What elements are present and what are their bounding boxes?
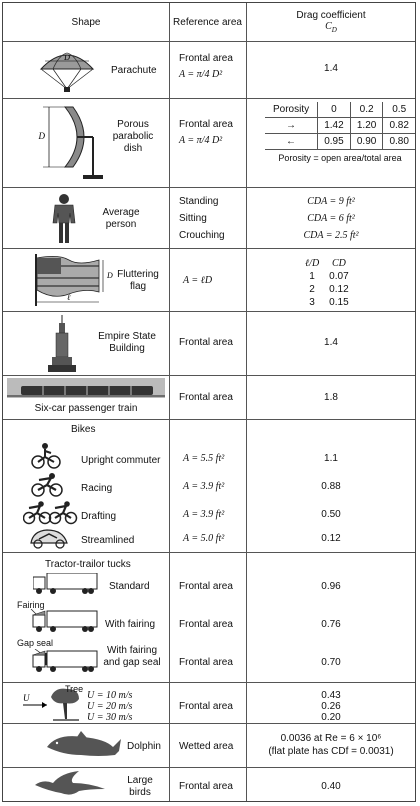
header-reference-area xyxy=(169,3,246,41)
racing-bike-icon xyxy=(31,473,63,497)
flag-cd: 0.15 xyxy=(329,297,349,308)
flag-ratio: 3 xyxy=(309,297,315,308)
tree-speed: U = 30 m/s xyxy=(87,712,133,723)
tree-ref: Frontal area xyxy=(179,701,233,712)
person-position: Crouching xyxy=(179,230,225,241)
dolphin-cd-1: 0.0036 at Re = 6 × 10⁶ xyxy=(280,733,382,744)
truck-cd: 0.76 xyxy=(321,619,341,630)
train-ref: Frontal area xyxy=(179,392,233,403)
header-shape-label: Shape xyxy=(71,16,101,28)
parachute-ref2: A = π/4 D² xyxy=(179,69,223,80)
faired-truck-icon xyxy=(27,609,99,633)
building-icon xyxy=(47,315,77,373)
drafting-bikes-icon xyxy=(23,501,79,525)
truck-ref: Frontal area xyxy=(179,619,233,630)
bird-icon xyxy=(33,769,109,799)
person-icon xyxy=(51,193,77,245)
train-icon xyxy=(7,378,165,400)
parachute-cd: 1.4 xyxy=(324,63,338,74)
bike-ref: A = 3.9 ft² xyxy=(183,509,225,520)
backward-cd: 0.80 xyxy=(383,134,415,150)
porosity-note: Porosity = open area/total area xyxy=(278,153,402,163)
flag-ratio: 2 xyxy=(309,284,315,295)
person-cda: CDA = 2.5 ft² xyxy=(303,230,359,241)
upright-bike-icon xyxy=(31,443,61,469)
bike-cd: 0.12 xyxy=(321,533,341,544)
person-cda: CDA = 9 ft² xyxy=(307,196,355,207)
parachute-dim-label: D xyxy=(64,53,70,62)
tree-cd: 0.20 xyxy=(321,712,341,723)
dish-label: Porous parabolic dish xyxy=(112,119,154,154)
gap-seal-truck-icon xyxy=(27,649,99,673)
person-position: Standing xyxy=(179,196,219,207)
birds-ref: Frontal area xyxy=(179,781,233,792)
dish-ref1: Frontal area xyxy=(179,119,233,130)
bike-label: Streamlined xyxy=(81,535,135,546)
flag-dim-l: ℓ xyxy=(67,293,71,302)
flag-cd: 0.12 xyxy=(329,284,349,295)
truck-label: With fairing xyxy=(105,619,156,630)
person-position: Sitting xyxy=(179,213,207,224)
truck-ref: Frontal area xyxy=(179,581,233,592)
porosity-label: Porosity xyxy=(272,104,310,115)
bike-label: Racing xyxy=(81,483,113,494)
gap-seal-label: Gap seal xyxy=(17,638,54,648)
empire-label: Empire State Building xyxy=(98,331,156,354)
row-divider xyxy=(3,375,415,376)
tree-speed: U = 10 m/s xyxy=(87,690,133,701)
dolphin-ref: Wetted area xyxy=(179,741,234,752)
tree-label: Tree xyxy=(65,684,84,694)
row-divider xyxy=(3,187,415,188)
dolphin-label: Dolphin xyxy=(127,741,161,752)
bike-ref: A = 3.9 ft² xyxy=(183,481,225,492)
bike-ref: A = 5.0 ft² xyxy=(183,533,225,544)
dish-ref2: A = π/4 D² xyxy=(179,135,223,146)
train-label: Six-car passenger train xyxy=(34,403,138,414)
header-drag-label: Drag coefficient xyxy=(296,10,366,21)
birds-cd: 0.40 xyxy=(321,781,341,792)
backward-cd: 0.90 xyxy=(350,134,383,150)
truck-label: Standard xyxy=(109,581,150,592)
flag-col2: CD xyxy=(331,258,346,269)
row-divider xyxy=(3,248,415,249)
flag-cd-table xyxy=(299,256,355,310)
train-cd: 1.8 xyxy=(324,392,338,403)
truck-ref: Frontal area xyxy=(179,657,233,668)
flag-label: Fluttering flag xyxy=(117,269,159,292)
flag-col1: ℓ/D xyxy=(305,258,320,269)
flag-ref: A = ℓD xyxy=(183,275,213,286)
truck-cd: 0.96 xyxy=(321,581,341,592)
flag-icon xyxy=(29,252,113,308)
porosity-table xyxy=(265,102,415,178)
forward-cd: 1.42 xyxy=(318,118,351,134)
flag-dim-d: D xyxy=(107,271,113,280)
forward-cd: 0.82 xyxy=(383,118,415,134)
bike-ref: A = 5.5 ft² xyxy=(183,453,225,464)
porosity-value: 0 xyxy=(318,102,351,118)
dolphin-cd-2: (flat plate has CDf = 0.0031) xyxy=(268,746,394,757)
empire-cd: 1.4 xyxy=(324,337,338,348)
bike-label: Drafting xyxy=(81,511,117,522)
header-reference-label: Reference area xyxy=(173,16,242,28)
parachute-icon xyxy=(37,47,97,93)
flag-cd: 0.07 xyxy=(329,271,349,282)
header-drag-coefficient xyxy=(246,3,416,41)
parachute-label: Parachute xyxy=(111,65,157,76)
header-shape xyxy=(3,3,169,41)
row-divider xyxy=(3,552,415,553)
row-divider xyxy=(3,41,415,42)
arrow-left-icon: ← xyxy=(286,136,297,147)
porosity-value: 0.5 xyxy=(383,102,415,118)
backward-cd: 0.95 xyxy=(318,134,351,150)
truck-label: With fairing and gap seal xyxy=(103,645,161,668)
bikes-title: Bikes xyxy=(71,424,96,435)
porosity-value: 0.2 xyxy=(350,102,383,118)
row-divider xyxy=(3,311,415,312)
standard-truck-icon xyxy=(33,573,99,595)
empire-ref: Frontal area xyxy=(179,337,233,348)
arrow-right-icon: → xyxy=(286,120,297,131)
tree-u-label: U xyxy=(23,693,30,703)
bike-label: Upright commuter xyxy=(81,455,161,466)
dish-dim-label: D xyxy=(38,131,45,141)
person-cda: CDA = 6 ft² xyxy=(307,213,355,224)
truck-cd: 0.70 xyxy=(321,657,341,668)
flag-ratio: 1 xyxy=(309,271,315,282)
tree-cd: 0.26 xyxy=(321,701,341,712)
forward-cd: 1.20 xyxy=(350,118,383,134)
streamlined-bike-icon xyxy=(29,527,69,549)
row-divider xyxy=(3,98,415,99)
dolphin-icon xyxy=(43,729,123,763)
bike-cd: 0.50 xyxy=(321,509,341,520)
tree-speed: U = 20 m/s xyxy=(87,701,133,712)
trucks-title: Tractor-trailor tucks xyxy=(45,559,131,570)
birds-label: Large birds xyxy=(127,775,153,798)
row-divider xyxy=(3,767,415,768)
bike-cd: 1.1 xyxy=(324,453,338,464)
drag-coefficient-table xyxy=(2,2,416,802)
person-label: Average person xyxy=(102,207,140,230)
header-cd-symbol: $C_D$ xyxy=(325,21,337,34)
parachute-ref1: Frontal area xyxy=(179,53,233,64)
fairing-label: Fairing xyxy=(17,600,45,610)
bike-cd: 0.88 xyxy=(321,481,341,492)
tree-cd: 0.43 xyxy=(321,690,341,701)
row-divider xyxy=(3,419,415,420)
